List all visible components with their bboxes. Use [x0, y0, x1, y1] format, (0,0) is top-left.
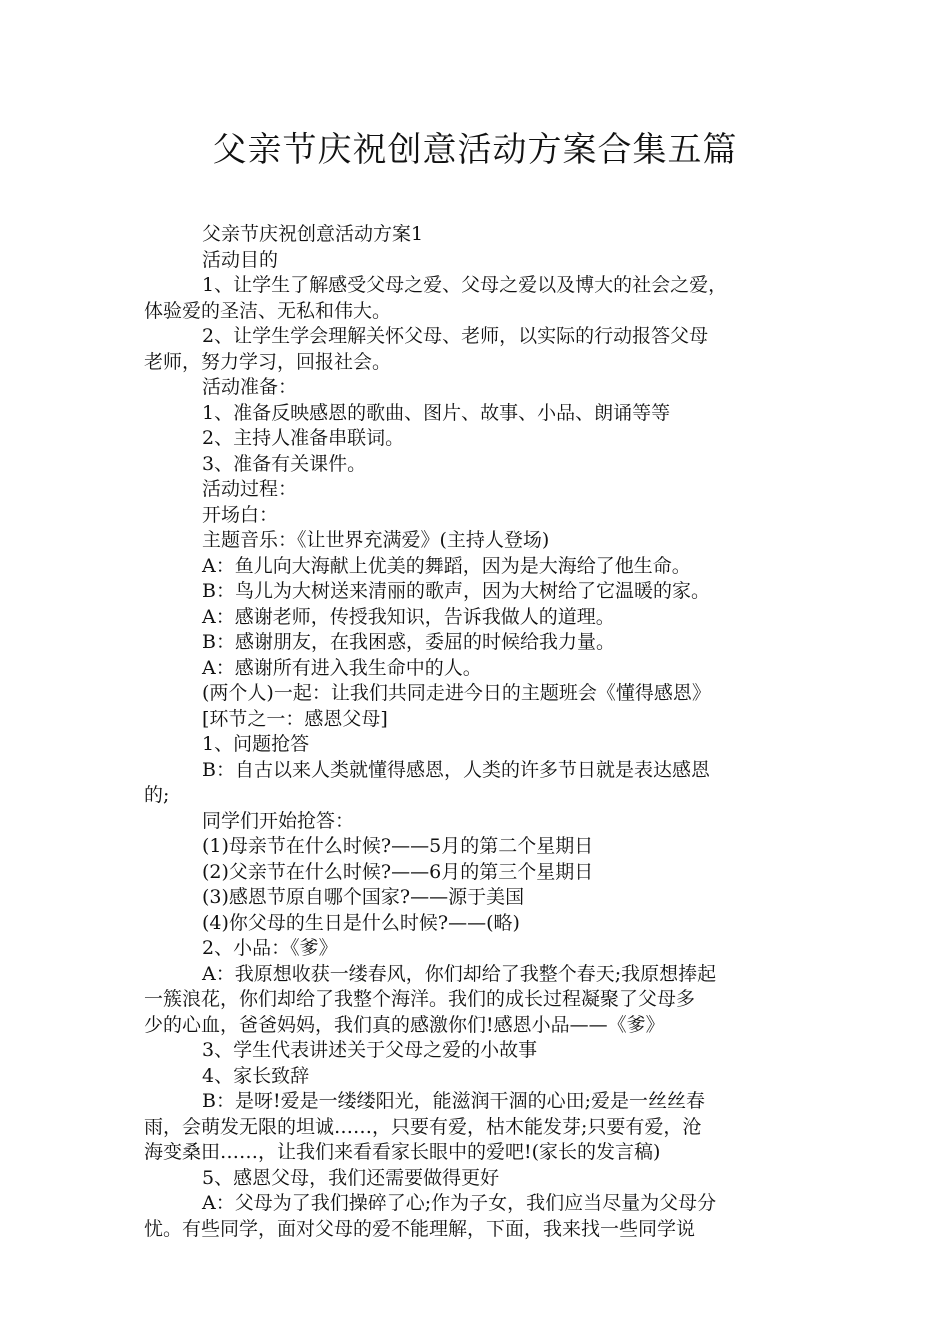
text-line: 2、让学生学会理解关怀父母、老师，以实际的行动报答父母 — [202, 325, 709, 347]
text-line: 同学们开始抢答： — [202, 809, 355, 832]
text-line: 开场白： — [202, 503, 279, 526]
document-title: 父亲节庆祝创意活动方案合集五篇 — [212, 130, 738, 170]
text-line: 1、准备反映感恩的歌曲、图片、故事、小品、朗诵等等 — [202, 401, 671, 424]
text-line: B：自古以来人类就懂得感恩，人类的许多节日就是表达感恩 — [202, 758, 710, 781]
text-line: 父亲节庆祝创意活动方案1 — [202, 223, 424, 245]
text-line: B：鸟儿为大树送来清丽的歌声，因为大树给了它温暖的家。 — [202, 580, 710, 602]
text-line: 雨，会萌发无限的坦诚……，只要有爱，枯木能发芽;只要有爱，沧 — [144, 1115, 702, 1138]
text-line: B：是呀!爱是一缕缕阳光，能滋润干涸的心田;爱是一丝丝春 — [202, 1090, 706, 1112]
text-line: 老师，努力学习，回报社会。 — [144, 350, 392, 373]
text-line: 海变桑田……，让我们来看看家长眼中的爱吧!(家长的发言稿) — [144, 1141, 661, 1163]
text-line: 活动目的 — [202, 248, 279, 271]
text-line: (3)感恩节原自哪个国家?——源于美国 — [202, 886, 525, 908]
text-line: 4、家长致辞 — [202, 1064, 310, 1087]
text-line: B：感谢朋友，在我困惑，委屈的时候给我力量。 — [202, 631, 615, 653]
text-line: 一簇浪花，你们却给了我整个海洋。我们的成长过程凝聚了父母多 — [144, 988, 696, 1010]
text-line: 5、感恩父母，我们还需要做得更好 — [202, 1166, 500, 1189]
text-line: 3、准备有关课件。 — [202, 452, 367, 475]
text-line: (1)母亲节在什么时候?——5月的第二个星期日 — [202, 835, 594, 857]
text-line: 体验爱的圣洁、无私和伟大。 — [144, 299, 392, 322]
text-line: 3、学生代表讲述关于父母之爱的小故事 — [202, 1039, 538, 1061]
text-line: [环节之一：感恩父母] — [202, 707, 388, 730]
text-line: (4)你父母的生日是什么时候?——(略) — [202, 911, 520, 934]
text-line: 1、让学生了解感受父母之爱、父母之爱以及博大的社会之爱， — [202, 274, 728, 296]
text-line: 1、问题抢答 — [202, 733, 310, 755]
text-line: (2)父亲节在什么时候?——6月的第三个星期日 — [202, 860, 594, 883]
text-line: 的; — [144, 784, 170, 806]
text-line: A：我原想收获一缕春风，你们却给了我整个春天;我原想捧起 — [202, 962, 717, 985]
text-line: (两个人)一起：让我们共同走进今日的主题班会《懂得感恩》 — [202, 682, 711, 704]
text-line: 活动准备： — [202, 376, 298, 398]
text-line: 忧。有些同学，面对父母的爱不能理解，下面，我来找一些同学说 — [144, 1217, 696, 1240]
text-line: 主题音乐：《让世界充满爱》(主持人登场) — [202, 529, 550, 551]
text-line: A：感谢老师，传授我知识，告诉我做人的道理。 — [202, 605, 615, 628]
document-body — [144, 222, 824, 1242]
text-line: 2、小品：《爹》 — [202, 937, 338, 959]
text-line: 少的心血，爸爸妈妈，我们真的感激你们!感恩小品——《爹》 — [144, 1013, 665, 1036]
text-line: 2、主持人准备串联词。 — [202, 427, 405, 449]
text-line: 活动过程： — [202, 478, 298, 500]
text-line: A：鱼儿向大海献上优美的舞蹈，因为是大海给了他生命。 — [202, 554, 691, 577]
text-line: A：感谢所有进入我生命中的人。 — [202, 656, 482, 679]
text-line: A：父母为了我们操碎了心;作为子女，我们应当尽量为父母分 — [202, 1192, 717, 1214]
